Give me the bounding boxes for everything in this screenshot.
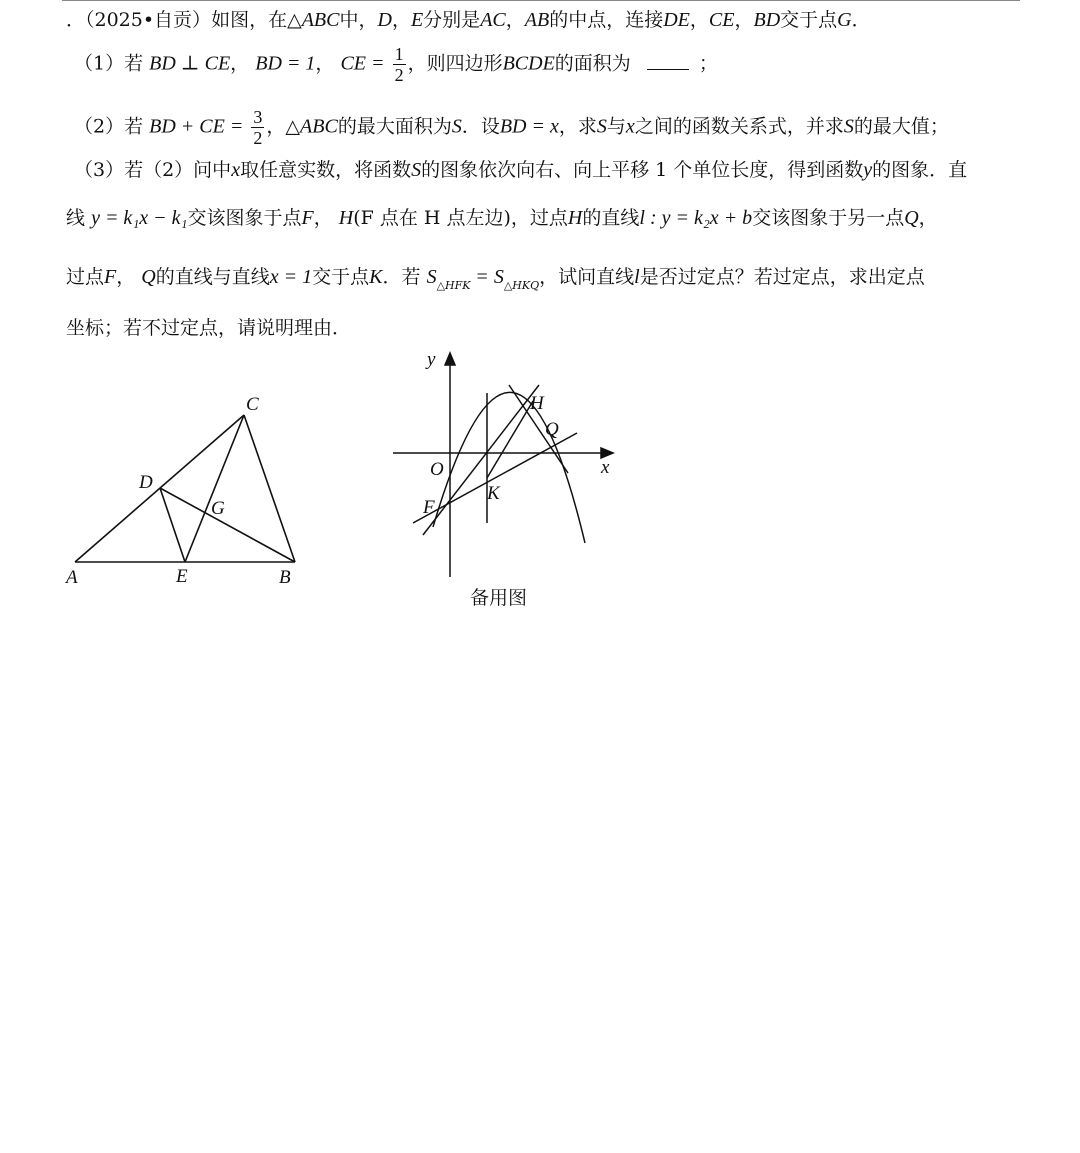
part-3-line-2: 线 y = k₁x − k₁交该图象于点F， H(F 点在 H 点左边)，过点H的直线l : y = k₂x + b交该图象于另一点Q， [66,207,938,229]
label-y-axis: y [427,349,436,370]
parabola-figure [385,345,625,585]
part-2-line: （2）若 BD + CE = $\frac{3}{2}$ ，△ABC的最大面积为S．设BD = x，求S与x之间的函数关系式，并求S的最大值； [74,107,949,148]
label-d: D [139,472,153,493]
fraction-three-halves: $\frac{3}{2}$ [253,107,263,148]
label-x-axis: x [601,457,610,478]
part-1-line: （1）若 BD ⊥ CE， BD = 1， CE = $\frac{1}{2}$ ，则四边形BCDE的面积为 ； [74,44,718,85]
label-c: C [246,394,259,415]
label-f: F [423,497,435,518]
top-rule [62,0,1020,1]
y-axis-arrow-icon [445,353,455,365]
label-h: H [530,393,544,414]
fraction-one-half: $\frac{1}{2}$ [394,44,404,85]
triangle-figure [60,380,380,610]
label-g: G [211,498,225,519]
label-origin: O [430,459,444,480]
answer-blank [647,53,689,70]
parabola-curve [433,392,585,543]
problem-intro-line: ．（2025•自贡）如图，在△ABC中，D，E分别是AC，AB的中点，连接DE，CE，BD交于点G． [66,9,871,31]
label-b: B [279,567,291,588]
label-k: K [487,483,500,504]
segment-bd [160,488,295,562]
segment-hk [487,401,533,478]
segment-ce [185,415,244,562]
part-3-line-3: 过点F， Q的直线与直线x = 1交于点K．若 $S_{\triangle HFK} = S_{\triangle HKQ}$，试问直线l是否过定点？若过定点，求出定点 [66,266,925,292]
segment-bc [244,415,295,562]
label-e: E [176,566,188,587]
part-3-line-4: 坐标；若不过定点，请说明理由． [66,317,352,339]
label-q: Q [545,419,559,440]
backup-figure-caption: 备用图 [470,587,528,609]
label-a: A [66,567,78,588]
part-3-line-1: （3）若（2）问中x取任意实数，将函数S的图象依次向右、向上平移 1 个单位长度，得到函数y的图象．直 [74,159,968,181]
